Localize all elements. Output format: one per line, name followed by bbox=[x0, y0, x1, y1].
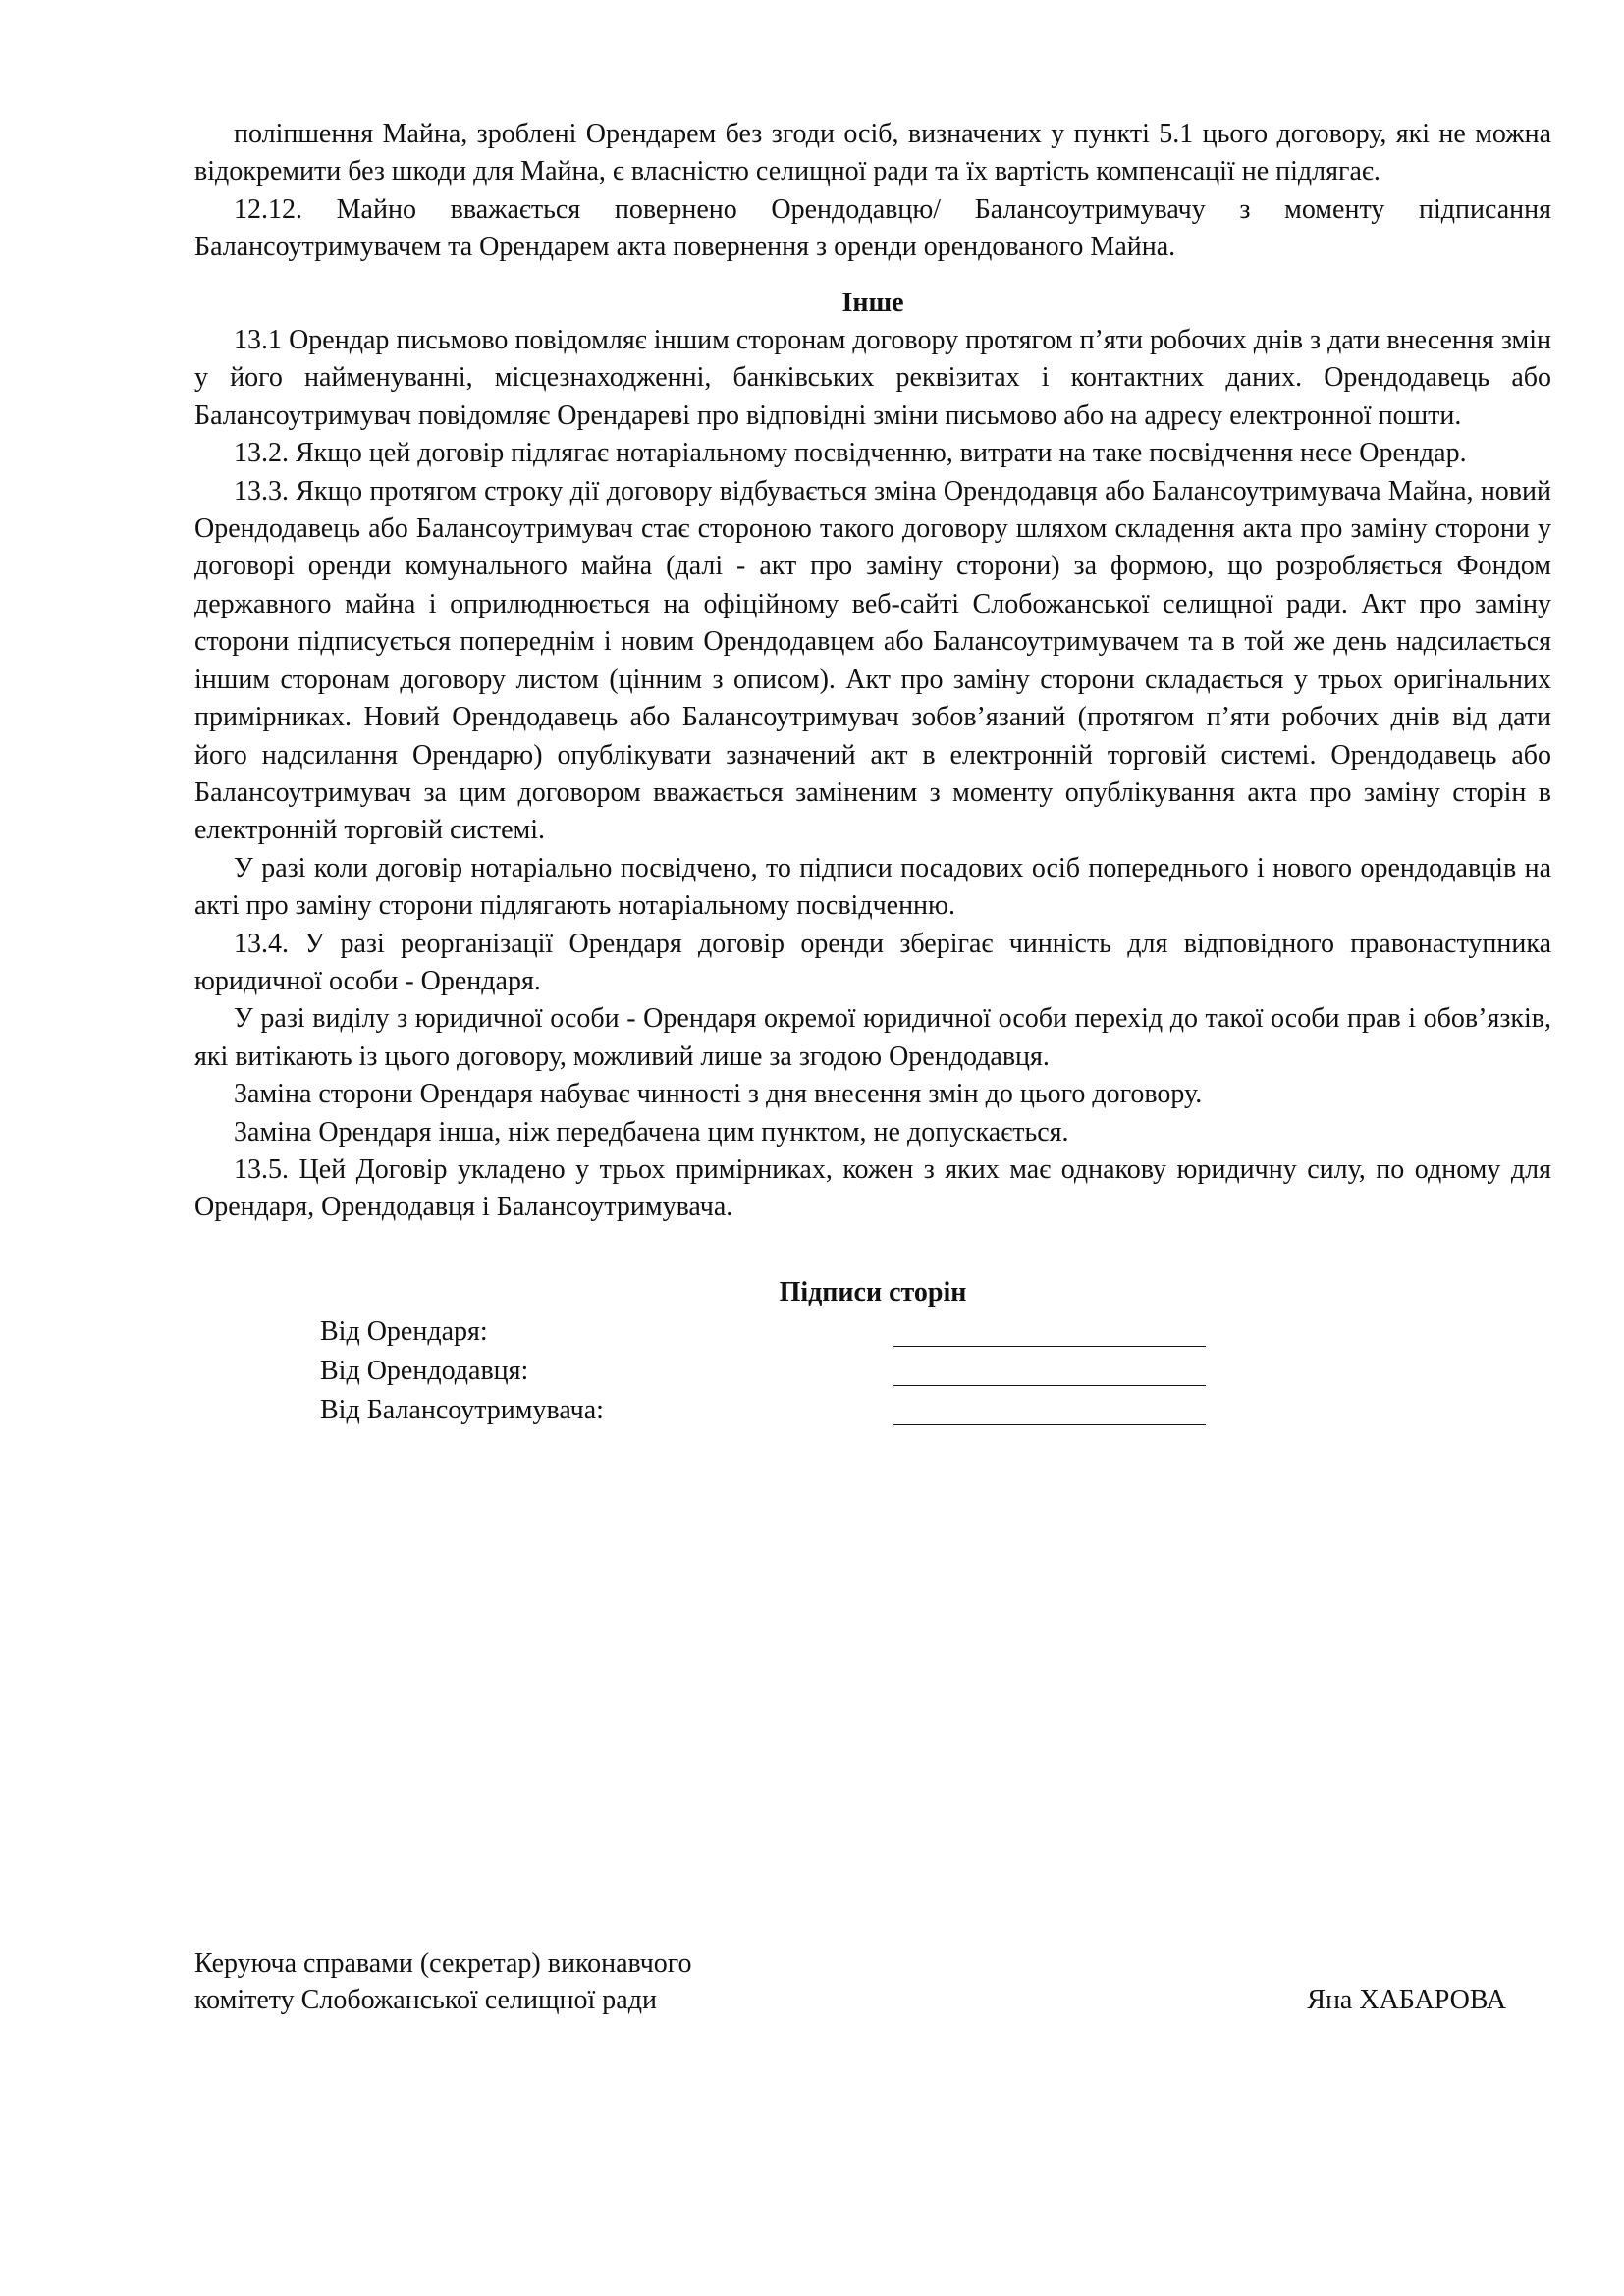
paragraph-13-2: 13.2. Якщо цей договір підлягає нотаріальному посвідченню, витрати на таке посвідчення несе Орендар. bbox=[234, 438, 1467, 469]
signatory-position-line1: Керуюча справами (секретар) виконавчого bbox=[194, 1949, 692, 1979]
signatory-position-line2: комітету Слобожанської селищної ради bbox=[194, 1985, 657, 2015]
signature-line-balance-holder bbox=[893, 1392, 1206, 1425]
signature-label-tenant: Від Орендаря: bbox=[320, 1316, 488, 1348]
paragraph-13-3-notary: У разі коли договір нотаріально посвідчено, то підписи посадових осіб попереднього і нового орендодавців на акті про заміну сторони підлягають нотаріальному посвідченню. bbox=[194, 852, 1551, 922]
paragraph-13-5: 13.5. Цей Договір укладено у трьох примірниках, кожен з яких має однакову юридичну силу, по одному для Орендаря, Орендодавця і Балансоутримувача. bbox=[194, 1153, 1551, 1223]
signature-line-landlord bbox=[893, 1353, 1206, 1386]
signature-row-tenant bbox=[194, 1313, 1551, 1353]
paragraph-13-1: 13.1 Орендар письмово повідомляє іншим сторонам договору протягом п’яти робочих днів з дати внесення змін у його найменуванні, місцезнаходженні, банківських реквізитах і контактних даних. Орендодавець або Балансоутримувач повідомляє Орендареві про відповідні зміни письмово або на адресу електронної пошти. bbox=[194, 325, 1551, 431]
signature-label-balance-holder: Від Балансоутримувача: bbox=[320, 1395, 604, 1426]
paragraph-13-4-other: Заміна Орендаря інша, ніж передбачена цим пунктом, не допускається. bbox=[234, 1116, 1069, 1148]
signature-line-tenant bbox=[893, 1313, 1206, 1347]
signatures-heading: Підписи сторін bbox=[779, 1276, 967, 1308]
paragraph-12-12: 12.12. Майно вважається повернено Орендодавцю/ Балансоутримувачу з моменту підписання Балансоутримувачем та Орендарем акта повернення з оренди орендованого Майна. bbox=[194, 193, 1551, 263]
document-body bbox=[194, 116, 1551, 1431]
paragraph-13-4: 13.4. У разі реорганізації Орендаря договір оренди зберігає чинність для відповідного правонаступника юридичної особи - Орендаря. bbox=[194, 928, 1551, 996]
signatory-name: Яна ХАБАРОВА bbox=[1307, 1985, 1506, 2015]
paragraph-13-4-split: У разі виділу з юридичної особи - Орендаря окремої юридичної особи перехід до такої особи прав і обов’язків, які витікають із цього договору, можливий лише за згодою Орендодавця. bbox=[194, 1003, 1551, 1072]
footer-signature-block bbox=[194, 1946, 1551, 2018]
section-heading-other: Інше bbox=[841, 287, 904, 318]
signature-row-landlord bbox=[194, 1353, 1551, 1392]
paragraph-13-3: 13.3. Якщо протягом строку дії договору відбувається зміна Орендодавця або Балансоутримувача Майна, новий Орендодавець або Балансоутримувач стає стороною такого договору шляхом складення акта про заміну сторони у договорі оренди комунального майна (далі - акт про заміну сторони) за формою, що розробляється Фондом державного майна і оприлюднюється на офіційному веб-сайті Слобожанської селищної ради. Акт про заміну сторони підписується попереднім і новим Орендодавцем або Балансоутримувачем та в той же день надсилається іншим сторонам договору листом (цінним з описом). Акт про заміну сторони складається у трьох оригінальних примірниках. Новий Орендодавець або Балансоутримувач зобов’язаний (протягом п’яти робочих днів від дати його надсилання Орендарю) опублікувати зазначений акт в електронній торговій системі. Орендодавець або Балансоутримувач за цим договором вважається заміненим з моменту опублікування акта про заміну сторін в електронній торговій системі. bbox=[194, 475, 1551, 846]
signature-row-balance-holder bbox=[194, 1392, 1551, 1431]
paragraph-improvements: поліпшення Майна, зроблені Орендарем без згоди осіб, визначених у пункті 5.1 цього договору, які не можна відокремити без шкоди для Майна, є власністю селищної ради та їх вартість компенсації не підлягає. bbox=[194, 119, 1551, 187]
paragraph-13-4-replacement: Заміна сторони Орендаря набуває чинності з дня внесення змін до цього договору. bbox=[234, 1079, 1203, 1110]
signature-label-landlord: Від Орендодавця: bbox=[320, 1356, 529, 1387]
